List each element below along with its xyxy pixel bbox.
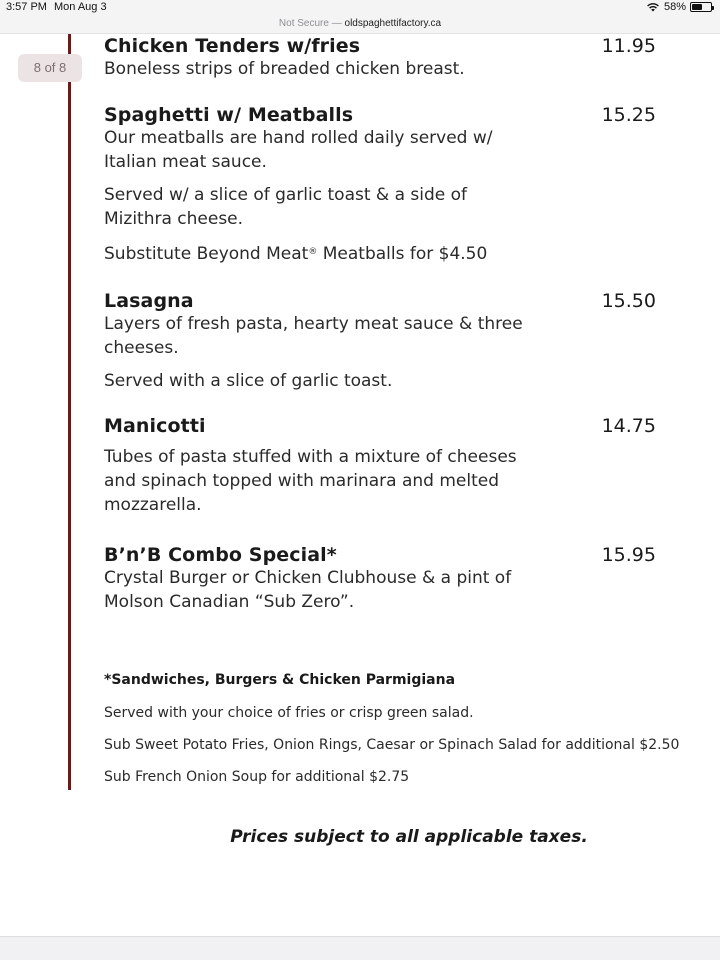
beyond-meat-text: Substitute Beyond Meat	[104, 244, 309, 264]
footnote-line: Sub Sweet Potato Fries, Onion Rings, Caesar or Spinach Salad for additional $2.50	[104, 737, 680, 753]
item-price: 15.50	[601, 290, 656, 312]
footnote-heading: *Sandwiches, Burgers & Chicken Parmigiana	[104, 672, 456, 688]
item-price: 15.25	[601, 104, 656, 126]
taxes-note: Prices subject to all applicable taxes.	[230, 827, 588, 847]
page-indicator: 8 of 8	[18, 54, 82, 82]
menu-page[interactable]	[0, 34, 720, 936]
item-note-garlic-toast: Served w/ a slice of garlic toast & a side of Mizithra cheese.	[104, 185, 468, 229]
status-bar	[0, 0, 720, 16]
item-name: Lasagna	[104, 290, 194, 312]
item-note-garlic-toast: Served with a slice of garlic toast.	[104, 371, 393, 391]
item-description: Boneless strips of breaded chicken breast.	[104, 59, 465, 79]
status-date: Mon Aug 3	[54, 1, 107, 13]
footnote-line: Sub French Onion Soup for additional $2.75	[104, 769, 410, 785]
item-name: Spaghetti w/ Meatballs	[104, 104, 354, 126]
item-description: Layers of fresh pasta, hearty meat sauce & three cheeses.	[104, 314, 523, 358]
left-border-rule	[68, 34, 71, 790]
item-price: 11.95	[601, 35, 656, 57]
menu-item-manicotti	[104, 415, 664, 517]
status-time: 3:57 PM	[6, 1, 47, 13]
item-price: 15.95	[601, 544, 656, 566]
battery-icon	[690, 2, 712, 12]
item-description: Tubes of pasta stuffed with a mixture of cheeses and spinach topped with marinara and melted mozzarella.	[104, 447, 517, 515]
menu-item-bnb-combo	[104, 544, 664, 614]
item-price: 14.75	[601, 415, 656, 437]
url-separator: —	[331, 18, 342, 29]
menu-item-chicken-tenders	[104, 35, 664, 81]
status-indicators	[646, 1, 712, 13]
battery-level-fill	[692, 4, 702, 10]
battery-percent: 58%	[663, 1, 686, 13]
beyond-meat-price-text: Meatballs for $4.50	[317, 244, 488, 264]
browser-bottom-bar	[0, 936, 720, 960]
menu-item-spaghetti-meatballs	[104, 104, 664, 266]
not-secure-label: Not Secure	[278, 18, 329, 29]
item-name: Manicotti	[104, 415, 206, 437]
item-description: Our meatballs are hand rolled daily served w/ Italian meat sauce.	[104, 128, 493, 172]
item-note-beyond-meat	[104, 240, 664, 266]
wifi-icon	[646, 2, 660, 12]
registered-mark: ®	[308, 247, 318, 257]
item-name: B’n’B Combo Special*	[104, 544, 337, 566]
menu-item-lasagna	[104, 290, 664, 393]
url-domain: oldspaghettifactory.ca	[344, 18, 442, 29]
item-description: Crystal Burger or Chicken Clubhouse & a pint of Molson Canadian “Sub Zero”.	[104, 568, 512, 612]
footnote-line: Served with your choice of fries or crisp green salad.	[104, 705, 474, 721]
item-name: Chicken Tenders w/fries	[104, 35, 361, 57]
address-bar[interactable]	[0, 16, 720, 34]
